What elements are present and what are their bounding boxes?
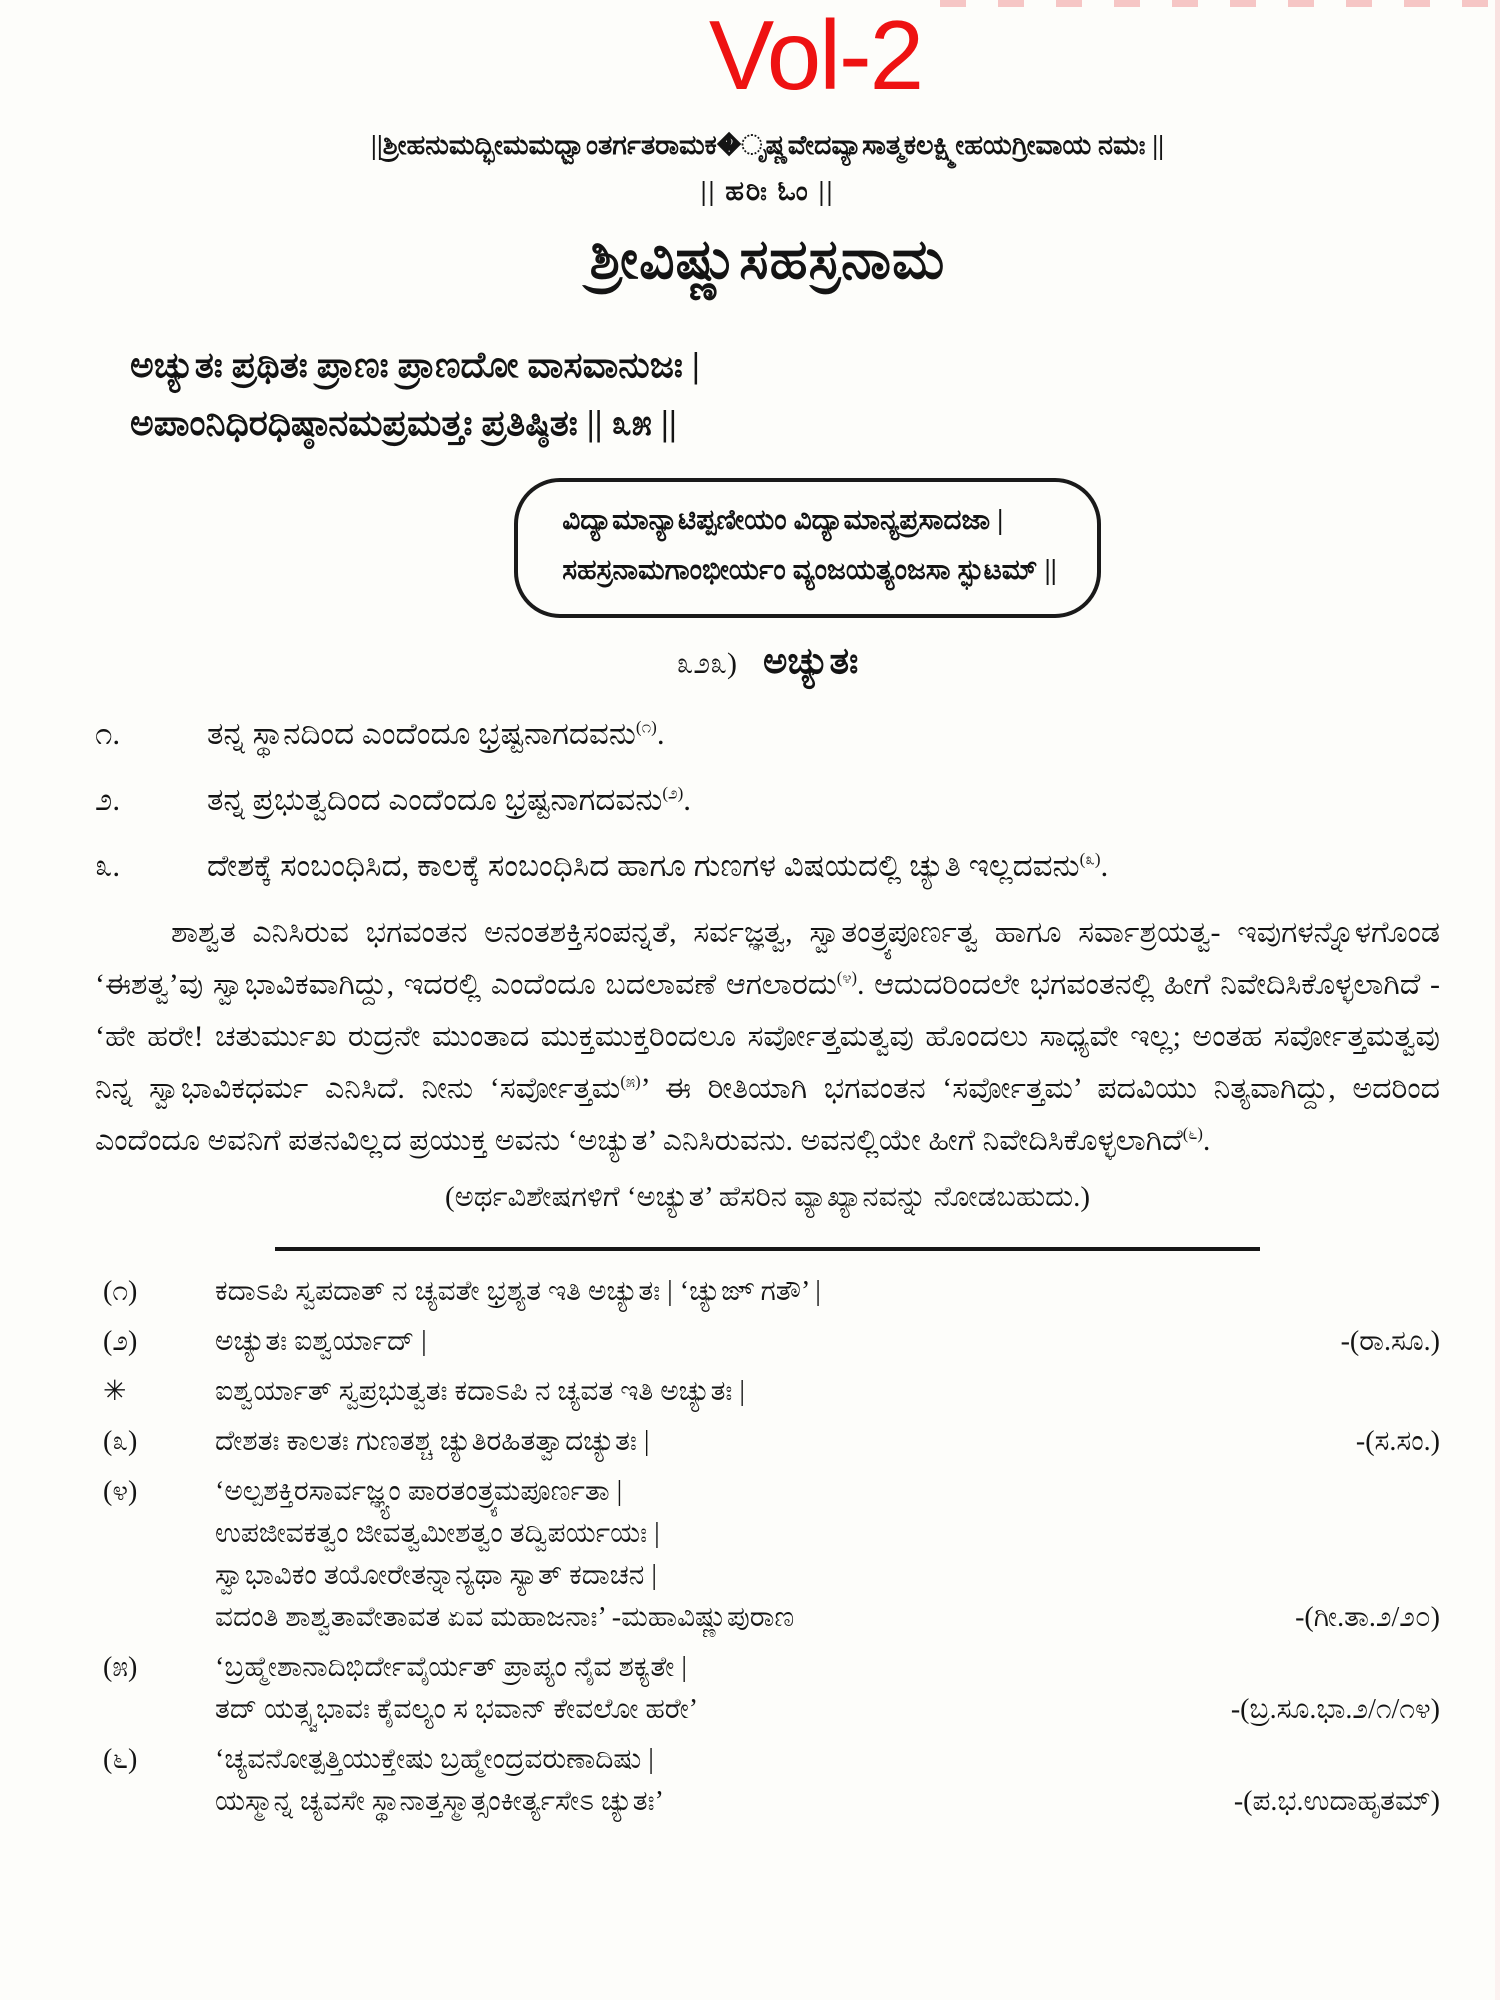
footnote-superscript: (೫) [620, 1071, 641, 1091]
meaning-body: ತನ್ನ ಸ್ಥಾನದಿಂದ ಎಂದೆಂದೂ ಭ್ರಷ್ಟನಾಗದವನು [207, 715, 636, 751]
boxed-verse [514, 478, 1101, 618]
footnote-text: ತದ್ ಯತ್ಸ್ವಭಾವಃ ಕೈವಲ್ಯಂ ಸ ಭವಾನ್ ಕೇವಲೋ ಹರೇ’ [215, 1693, 699, 1725]
scan-artifact-right-edge [1495, 0, 1500, 2000]
footnote-text: ವದಂತಿ ಶಾಶ್ವತಾವೇತಾವತ ಏವ ಮಹಾಜನಾಃ’ -ಮಹಾವಿಷ್ಣುಪುರಾಣ [215, 1601, 795, 1633]
footnote [95, 1371, 1440, 1413]
meaning-text [207, 773, 1440, 827]
name-number: ೩೨೩) [676, 646, 738, 680]
footnote-marker: (೪) [103, 1475, 138, 1507]
meaning-body: ತನ್ನ ಪ್ರಭುತ್ವದಿಂದ ಎಂದೆಂದೂ ಭ್ರಷ್ಟನಾಗದವನು [207, 781, 663, 817]
footnote-line [215, 1271, 1440, 1313]
shloka-verse [130, 336, 1440, 452]
footnote-text: ಯಸ್ಮಾನ್ನ ಚ್ಯವಸೇ ಸ್ಥಾನಾತ್ತಸ್ಮಾತ್ಸಂಕೀರ್ತ್ಯಸೇಽ ಚ್ಯುತಃ’ [215, 1785, 664, 1817]
footnote-line [215, 1689, 1440, 1731]
footnote-body [215, 1371, 1440, 1413]
footnote-marker: (೫) [103, 1651, 138, 1683]
footnote-superscript: (೧) [635, 717, 657, 737]
paragraph-note: (ಅರ್ಥವಿಶೇಷಗಳಿಗೆ ‘ಅಚ್ಯುತ’ ಹೆಸರಿನ ವ್ಯಾಖ್ಯಾನವನ್ನು ನೋಡಬಹುದು.) [444, 1180, 1091, 1213]
footnote-superscript: (೨) [662, 783, 684, 803]
footnote-marker: (೩) [103, 1425, 138, 1457]
paragraph-segment: . [1202, 1123, 1211, 1157]
meaning-text [207, 707, 1440, 761]
footnotes-section [95, 1271, 1440, 1823]
name-text: ಅಚ್ಯುತಃ [763, 640, 859, 682]
footnote [95, 1321, 1440, 1363]
shloka-line-1: ಅಚ್ಯುತಃ ಪ್ರಥಿತಃ ಪ್ರಾಣಃ ಪ್ರಾಣದೋ ವಾಸವಾನುಜಃ | [130, 344, 700, 385]
meaning-tail: . [683, 781, 692, 817]
footnote-text: ಐಶ್ವರ್ಯಾತ್ ಸ್ವಪ್ರಭುತ್ವತಃ ಕದಾಽಪಿ ನ ಚ್ಯವತ ಇತಿ ಅಚ್ಯುತಃ | [215, 1375, 745, 1407]
footnote-line [215, 1781, 1440, 1823]
footnote [95, 1739, 1440, 1823]
footnote-body [215, 1471, 1440, 1639]
footnote-ref: -(ಗೀ.ತಾ.೨/೨೦) [1295, 1601, 1440, 1633]
footnote-line [215, 1647, 1440, 1689]
meaning-number: ೩. [95, 847, 121, 883]
footnote-superscript: (೩) [1079, 849, 1101, 869]
footnote-body [215, 1421, 1440, 1463]
boxed-verse-line-1: ವಿದ್ಯಾಮಾನ್ಯಾಟಿಪ್ಪಣೀಯಂ ವಿದ್ಯಾಮಾನ್ಯಪ್ರಸಾದಜಾ | [562, 504, 1004, 536]
footnote-marker: (೧) [103, 1275, 138, 1307]
footnote-text: ದೇಶತಃ ಕಾಲತಃ ಗುಣತಶ್ಚ ಚ್ಯುತಿರಹಿತತ್ವಾದಚ್ಯುತಃ | [215, 1425, 650, 1457]
footnote [95, 1647, 1440, 1731]
meaning-body: ದೇಶಕ್ಕೆ ಸಂಬಂಧಿಸಿದ, ಕಾಲಕ್ಕೆ ಸಂಬಂಧಿಸಿದ ಹಾಗೂ ಗುಣಗಳ ವಿಷಯದಲ್ಲಿ ಚ್ಯುತಿ ಇಲ್ಲದವನು [207, 847, 1080, 883]
footnote-body [215, 1271, 1440, 1313]
footnote-ref: -(ಸ.ಸಂ.) [1355, 1425, 1440, 1457]
footnote-line [215, 1739, 1440, 1781]
footnote-marker asterisk-marker: ✳ [103, 1375, 127, 1407]
meaning-item [95, 707, 1440, 761]
footnote-line [215, 1597, 1440, 1639]
footnote-divider [275, 1247, 1260, 1251]
meaning-number: ೧. [95, 715, 121, 751]
footnote-line [215, 1421, 1440, 1463]
page-title: ಶ್ರೀವಿಷ್ಣುಸಹಸ್ರನಾಮ [589, 228, 946, 290]
footnote-marker: (೬) [103, 1743, 138, 1775]
footnote-text: ಕದಾಽಪಿ ಸ್ವಪದಾತ್ ನ ಚ್ಯವತೇ ಭ್ರಶ್ಯತ ಇತಿ ಅಚ್ಯುತಃ | ‘ಚ್ಯುಙ್ ಗತೌ’ | [215, 1275, 821, 1307]
meaning-tail: . [656, 715, 665, 751]
paragraph-segment: . ಆದುದರಿಂದಲೇ ಭಗವಂತನಲ್ಲಿ ಹೀಗೆ ನಿವೇದಿಸಿಕೊಳ್ಳಲಾಗಿದೆ - ‘ಹೇ ಹರೇ! ಚತುರ್ಮುಖ ರುದ್ರನೇ ಮುಂತಾದ ಮುಕ್ತಮುಕ್ತರಿಂದಲೂ ಸರ್ವೋತ್ತಮತ್ವವು ಹೊಂದಲು ಸಾಧ್ಯವೇ ಇಲ್ಲ; ಅಂತಹ ಸರ್ವೋತ್ತಮತ್ವವು ನಿನ್ನ ಸ್ವಾಭಾವಿಕಧರ್ಮ ಎನಿಸಿದೆ. ನೀನು ‘ಸರ್ವೋತ್ತಮ [95, 967, 1440, 1105]
meanings-list [95, 707, 1440, 893]
footnote-ref: -(ಪ.ಭ.ಉದಾಹೃತಮ್) [1233, 1785, 1440, 1817]
footnote-superscript: (೪) [836, 967, 857, 987]
commentary-paragraph [95, 907, 1440, 1167]
paragraph-segment: ಶಾಶ್ವತ ಎನಿಸಿರುವ ಭಗವಂತನ ಅನಂತಶಕ್ತಿಸಂಪನ್ನತೆ, ಸರ್ವಜ್ಞತ್ವ, ಸ್ವಾತಂತ್ರ್ಯಪೂರ್ಣತ್ವ ಹಾಗೂ ಸರ್ವಾಶ್ರಯತ್ವ- ಇವುಗಳನ್ನೊಳಗೊಂಡ ‘ಈಶತ್ವ’ವು ಸ್ವಾಭಾವಿಕವಾಗಿದ್ದು, ಇದರಲ್ಲಿ ಎಂದೆಂದೂ ಬದಲಾವಣೆ ಆಗಲಾರದು [95, 915, 1440, 1001]
hari-om-line: || ಹರಿಃ ಓಂ || [700, 175, 835, 206]
footnote-line [215, 1471, 1440, 1513]
meaning-item [95, 839, 1440, 893]
footnote-text: ಉಪಜೀವಕತ್ವಂ ಜೀವತ್ವಮೀಶತ್ವಂ ತದ್ವಿಪರ್ಯಯಃ | [215, 1517, 660, 1549]
footnote-line [215, 1555, 1440, 1597]
paragraph-segment: ’ ಈ ರೀತಿಯಾಗಿ ಭಗವಂತನ ‘ಸರ್ವೋತ್ತಮ’ ಪದವಿಯು ನಿತ್ಯವಾಗಿದ್ದು, ಅದರಿಂದ ಎಂದೆಂದೂ ಅವನಿಗೆ ಪತನವಿಲ್ಲದ ಪ್ರಯುಕ್ತ ಅವನು ‘ಅಚ್ಯುತ’ ಎನಿಸಿರುವನು. ಅವನಲ್ಲಿಯೇ ಹೀಗೆ ನಿವೇದಿಸಿಕೊಳ್ಳಲಾಗಿದೆ [95, 1071, 1440, 1157]
footnote-body [215, 1739, 1440, 1823]
meaning-number: ೨. [95, 781, 121, 817]
volume-label: Vol-2 [708, 0, 923, 110]
footnote-ref: -(ಬ್ರ.ಸೂ.ಭಾ.೨/೧/೧೪) [1230, 1693, 1440, 1725]
footnote-body [215, 1647, 1440, 1731]
footnote-text: ‘ಚ್ಯವನೋತ್ಪತ್ತಿಯುಕ್ತೇಷು ಬ್ರಹ್ಮೇಂದ್ರವರುಣಾದಿಷು | [215, 1743, 654, 1775]
meaning-item [95, 773, 1440, 827]
boxed-verse-line-2: ಸಹಸ್ರನಾಮಗಾಂಭೀರ್ಯಂ ವ್ಯಂಜಯತ್ಯಂಜಸಾ ಸ್ಫುಟಮ್ || [562, 554, 1057, 586]
footnote [95, 1271, 1440, 1313]
meaning-text [207, 839, 1440, 893]
name-heading [95, 640, 1440, 683]
footnote-superscript: (೬) [1182, 1123, 1203, 1143]
invocation-line: ||ಶ್ರೀಹನುಮದ್ಭೀಮಮಧ್ವಾಂತರ್ಗತರಾಮಕ�ೃಷ್ಣವೇದವ್ಯಾಸಾತ್ಮಕಲಕ್ಷ್ಮೀಹಯಗ್ರೀವಾಯ ನಮಃ || [370, 129, 1165, 160]
footnote-text: ‘ಬ್ರಹ್ಮೇಶಾನಾದಿಭಿರ್ದೇವೈರ್ಯತ್ ಪ್ರಾಪ್ಯಂ ನೈವ ಶಕ್ಯತೇ | [215, 1651, 687, 1683]
footnote-text: ‘ಅಲ್ಪಶಕ್ತಿರಸಾರ್ವಜ್ಞ್ಯಂ ಪಾರತಂತ್ರ್ಯಮಪೂರ್ಣತಾ | [215, 1475, 623, 1507]
footnote [95, 1471, 1440, 1639]
boxed-verse-container [135, 478, 1480, 618]
shloka-line-2: ಅಪಾಂನಿಧಿರಧಿಷ್ಠಾನಮಪ್ರಮತ್ತಃ ಪ್ರತಿಷ್ಠಿತಃ || ೩೫ || [130, 402, 677, 443]
meaning-tail: . [1100, 847, 1109, 883]
footnote-ref: -(ರಾ.ಸೂ.) [1340, 1325, 1440, 1357]
footnote-line [215, 1513, 1440, 1555]
footnote-line [215, 1371, 1440, 1413]
footnote-text: ಸ್ವಾಭಾವಿಕಂ ತಯೋರೇತನ್ನಾನ್ಯಥಾ ಸ್ಯಾತ್ ಕದಾಚನ | [215, 1559, 657, 1591]
footnote [95, 1421, 1440, 1463]
footnote-marker: (೨) [103, 1325, 138, 1357]
footnote-line [215, 1321, 1440, 1363]
footnote-text: ಅಚ್ಯುತಃ ಐಶ್ವರ್ಯಾದ್ | [215, 1325, 427, 1357]
footnote-body [215, 1321, 1440, 1363]
